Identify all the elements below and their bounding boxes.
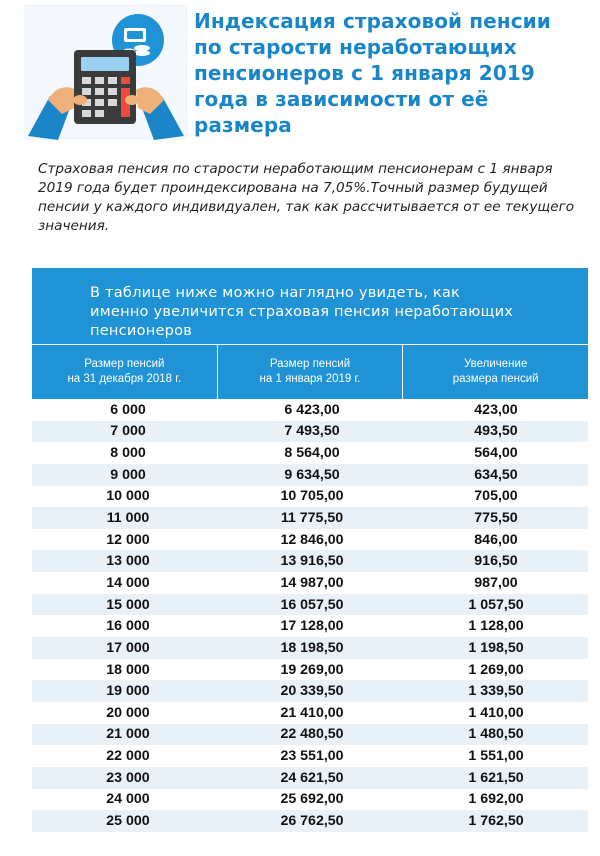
cell-pension-jan-2019: 6 423,00 bbox=[284, 401, 340, 418]
cell-pension-dec-2018: 22 000 bbox=[106, 748, 150, 765]
cell-pension-dec-2018: 7 000 bbox=[110, 423, 146, 440]
cell-pension-dec-2018: 16 000 bbox=[106, 618, 150, 635]
cell-increase: 987,00 bbox=[474, 574, 518, 591]
table-body bbox=[32, 399, 588, 832]
cell-pension-dec-2018: 21 000 bbox=[106, 726, 150, 743]
table-row bbox=[32, 421, 588, 443]
cell-pension-jan-2019: 8 564,00 bbox=[284, 445, 340, 462]
caption-line: В таблице ниже можно наглядно увидеть, как bbox=[90, 284, 461, 301]
cell-pension-dec-2018: 13 000 bbox=[106, 553, 150, 570]
column-header-dec-2018 bbox=[32, 345, 218, 399]
calculator-money-icon bbox=[24, 4, 188, 140]
column-header-line: Увеличение bbox=[464, 358, 528, 370]
cell-increase: 564,00 bbox=[474, 445, 518, 462]
table-row bbox=[32, 572, 588, 594]
table-row bbox=[32, 594, 588, 616]
cell-pension-dec-2018: 19 000 bbox=[106, 683, 150, 700]
cell-increase: 1 269,00 bbox=[468, 661, 524, 678]
cell-pension-jan-2019: 13 916,50 bbox=[280, 553, 344, 570]
cell-pension-jan-2019: 20 339,50 bbox=[280, 683, 344, 700]
column-header-jan-2019 bbox=[218, 345, 404, 399]
caption-line: именно увеличится страховая пенсия неработающих bbox=[90, 303, 514, 320]
cell-increase: 1 762,50 bbox=[468, 812, 524, 829]
intro-paragraph: Страховая пенсия по старости неработающим пенсионерам с 1 января 2019 года будет проиндексирована на 7,05%.Точный размер будущей пенсии у каждого индивидуален, так как рассчитывается от ее текущего значения. bbox=[38, 161, 575, 234]
cell-pension-jan-2019: 7 493,50 bbox=[284, 423, 340, 440]
table-caption bbox=[32, 268, 588, 344]
cell-pension-jan-2019: 26 762,50 bbox=[280, 812, 344, 829]
column-header-line: размера пенсий bbox=[452, 373, 539, 385]
table-row bbox=[32, 767, 588, 789]
header bbox=[24, 4, 584, 144]
cell-increase: 916,50 bbox=[474, 553, 518, 570]
cell-increase: 705,00 bbox=[474, 488, 518, 505]
cell-pension-jan-2019: 19 269,00 bbox=[280, 661, 344, 678]
table-row bbox=[32, 442, 588, 464]
cell-pension-jan-2019: 21 410,00 bbox=[280, 704, 344, 721]
cell-pension-jan-2019: 12 846,00 bbox=[280, 531, 344, 548]
table-row bbox=[32, 529, 588, 551]
pension-table bbox=[32, 268, 588, 832]
table-header-row bbox=[32, 344, 588, 399]
table-row bbox=[32, 464, 588, 486]
title-line: по старости неработающих bbox=[194, 35, 517, 59]
column-header-line: на 1 января 2019 г. bbox=[259, 373, 361, 385]
cell-pension-dec-2018: 25 000 bbox=[106, 812, 150, 829]
title-line: пенсионеров с 1 января 2019 bbox=[194, 61, 535, 85]
cell-increase: 1 480,50 bbox=[468, 726, 524, 743]
table-row bbox=[32, 745, 588, 767]
cell-pension-dec-2018: 14 000 bbox=[106, 574, 150, 591]
table-row bbox=[32, 399, 588, 421]
title-line: размера bbox=[194, 113, 292, 137]
column-header-line: Размер пенсий bbox=[269, 358, 351, 370]
cell-pension-jan-2019: 25 692,00 bbox=[280, 791, 344, 808]
cell-pension-dec-2018: 12 000 bbox=[106, 531, 150, 548]
cell-pension-dec-2018: 20 000 bbox=[106, 704, 150, 721]
cell-pension-dec-2018: 11 000 bbox=[106, 510, 150, 527]
cell-pension-jan-2019: 14 987,00 bbox=[280, 574, 344, 591]
cell-pension-dec-2018: 9 000 bbox=[110, 466, 146, 483]
table-row bbox=[32, 724, 588, 746]
cell-pension-dec-2018: 24 000 bbox=[106, 791, 150, 808]
title-line: Индексация страховой пенсии bbox=[194, 9, 551, 33]
column-header-line: Размер пенсий bbox=[84, 358, 165, 370]
cell-increase: 1 551,00 bbox=[468, 748, 524, 765]
column-header-line: на 31 декабря 2018 г. bbox=[67, 373, 182, 385]
cell-increase: 1 198,50 bbox=[468, 639, 524, 656]
cell-pension-dec-2018: 15 000 bbox=[106, 596, 150, 613]
cell-increase: 1 057,50 bbox=[468, 596, 524, 613]
table-row bbox=[32, 507, 588, 529]
cell-increase: 1 621,50 bbox=[468, 769, 524, 786]
table-row bbox=[32, 659, 588, 681]
cell-pension-jan-2019: 16 057,50 bbox=[280, 596, 344, 613]
caption-line: пенсионеров bbox=[90, 322, 193, 339]
cell-pension-jan-2019: 23 551,00 bbox=[280, 748, 344, 765]
cell-pension-jan-2019: 24 621,50 bbox=[280, 769, 344, 786]
cell-increase: 1 692,00 bbox=[468, 791, 524, 808]
cell-increase: 846,00 bbox=[474, 531, 518, 548]
cell-pension-dec-2018: 8 000 bbox=[110, 445, 146, 462]
cell-increase: 1 410,00 bbox=[468, 704, 524, 721]
cell-pension-jan-2019: 9 634,50 bbox=[284, 466, 340, 483]
cell-increase: 1 339,50 bbox=[468, 683, 524, 700]
cell-pension-jan-2019: 17 128,00 bbox=[280, 618, 344, 635]
page-title bbox=[194, 8, 586, 138]
cell-pension-dec-2018: 6 000 bbox=[110, 401, 146, 418]
cell-increase: 493,50 bbox=[474, 423, 518, 440]
table-row bbox=[32, 486, 588, 508]
title-line: года в зависимости от её bbox=[194, 87, 489, 111]
cell-increase: 775,50 bbox=[474, 510, 518, 527]
cell-pension-jan-2019: 18 198,50 bbox=[280, 639, 344, 656]
table-row bbox=[32, 702, 588, 724]
cell-increase: 634,50 bbox=[474, 466, 518, 483]
cell-pension-dec-2018: 18 000 bbox=[106, 661, 150, 678]
cell-pension-dec-2018: 23 000 bbox=[106, 769, 150, 786]
cell-pension-jan-2019: 22 480,50 bbox=[280, 726, 344, 743]
table-row bbox=[32, 637, 588, 659]
cell-pension-jan-2019: 11 775,50 bbox=[280, 510, 344, 527]
cell-pension-dec-2018: 10 000 bbox=[106, 488, 150, 505]
cell-pension-jan-2019: 10 705,00 bbox=[280, 488, 344, 505]
table-row bbox=[32, 615, 588, 637]
table-row bbox=[32, 789, 588, 811]
table-row bbox=[32, 550, 588, 572]
cell-pension-dec-2018: 17 000 bbox=[106, 639, 150, 656]
table-row bbox=[32, 680, 588, 702]
column-header-increase bbox=[403, 345, 588, 399]
table-row bbox=[32, 810, 588, 832]
cell-increase: 1 128,00 bbox=[468, 618, 524, 635]
cell-increase: 423,00 bbox=[474, 401, 518, 418]
